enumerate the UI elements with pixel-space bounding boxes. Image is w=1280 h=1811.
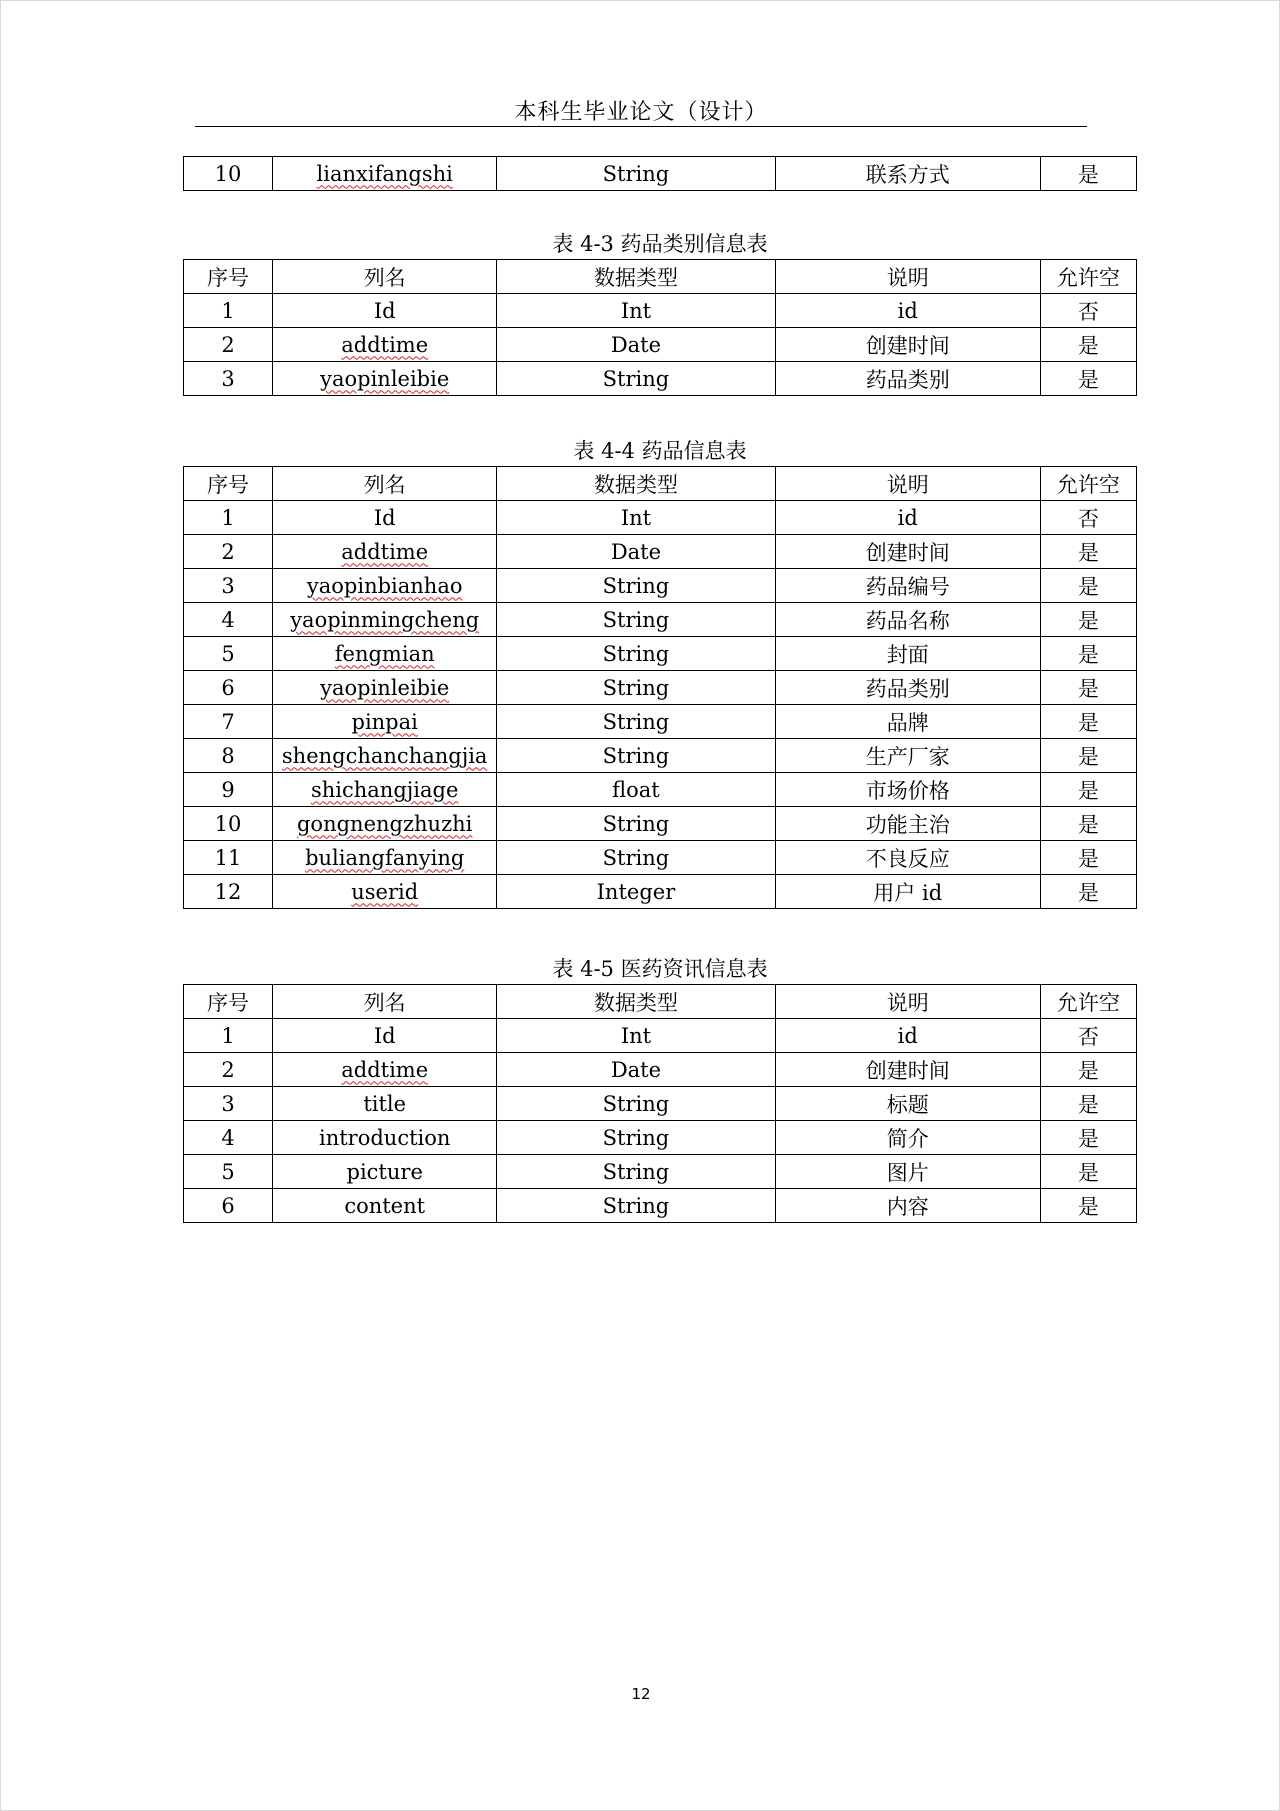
table-cell bbox=[273, 739, 497, 773]
table-cell bbox=[775, 294, 1040, 328]
table-cell bbox=[1040, 1155, 1136, 1189]
table-cell bbox=[1040, 671, 1136, 705]
cell-text: 内容 bbox=[886, 1194, 929, 1219]
table-cell bbox=[1040, 501, 1136, 535]
table-cell bbox=[184, 705, 273, 739]
table-row bbox=[184, 1053, 1137, 1087]
header-cell: 说明 bbox=[775, 260, 1040, 294]
table-cell bbox=[273, 1189, 497, 1223]
cell-text: 4 bbox=[221, 607, 235, 632]
table-cell bbox=[273, 1019, 497, 1053]
table-cell bbox=[497, 807, 775, 841]
table-row bbox=[184, 328, 1137, 362]
header-cell: 允许空 bbox=[1040, 260, 1136, 294]
table-cell bbox=[775, 739, 1040, 773]
table-4-4-caption: 表 4-4 药品信息表 bbox=[573, 439, 747, 463]
header-cell: 允许空 bbox=[1040, 467, 1136, 501]
table-row bbox=[184, 1155, 1137, 1189]
cell-text: 标题 bbox=[886, 1092, 929, 1117]
cell-text: 联系方式 bbox=[865, 162, 950, 187]
table-cell bbox=[1040, 1053, 1136, 1087]
cell-text: 否 bbox=[1077, 299, 1099, 324]
table-4-3-caption: 表 4-3 药品类别信息表 bbox=[552, 232, 768, 256]
cell-text: 创建时间 bbox=[865, 540, 950, 565]
cell-text: 10 bbox=[214, 161, 242, 186]
table-cell bbox=[1040, 637, 1136, 671]
column-name-text: Id bbox=[373, 1023, 396, 1048]
cell-text: 是 bbox=[1077, 676, 1099, 701]
cell-text: Date bbox=[610, 332, 662, 357]
header-cell: 列名 bbox=[273, 260, 497, 294]
table-cell bbox=[184, 603, 273, 637]
header-divider bbox=[195, 126, 1087, 127]
table-cell bbox=[1040, 362, 1136, 396]
column-name-text: title bbox=[363, 1091, 407, 1116]
table-4-5-caption: 表 4-5 医药资讯信息表 bbox=[552, 957, 768, 981]
table-row bbox=[184, 1121, 1137, 1155]
header-cell: 说明 bbox=[775, 467, 1040, 501]
table-cell bbox=[775, 1053, 1040, 1087]
cell-text: 生产厂家 bbox=[865, 744, 950, 769]
table-cell bbox=[497, 739, 775, 773]
header-cell: 序号 bbox=[184, 467, 273, 501]
table-cell bbox=[497, 362, 775, 396]
cell-text: String bbox=[602, 743, 670, 768]
cell-text: 2 bbox=[221, 332, 235, 357]
table-cell bbox=[273, 1087, 497, 1121]
cell-text: 是 bbox=[1077, 642, 1099, 667]
table-cell bbox=[273, 362, 497, 396]
column-name-text: yaopinleibie bbox=[320, 366, 450, 391]
cell-text: 1 bbox=[221, 298, 235, 323]
continued-table bbox=[183, 156, 1137, 191]
table-cell bbox=[497, 294, 775, 328]
column-name-text: content bbox=[344, 1193, 426, 1218]
cell-text: 是 bbox=[1077, 744, 1099, 769]
table-cell bbox=[775, 807, 1040, 841]
header-cell: 允许空 bbox=[1040, 985, 1136, 1019]
table-cell bbox=[184, 535, 273, 569]
cell-text: 品牌 bbox=[886, 710, 929, 735]
cell-text: 是 bbox=[1077, 608, 1099, 633]
table-cell bbox=[497, 671, 775, 705]
table-cell bbox=[497, 603, 775, 637]
table-cell bbox=[497, 328, 775, 362]
cell-text: 创建时间 bbox=[865, 1058, 950, 1083]
table-cell bbox=[184, 807, 273, 841]
column-name-text: addtime bbox=[341, 1057, 429, 1082]
table-cell bbox=[1040, 705, 1136, 739]
page-header-title: 本科生毕业论文（设计） bbox=[514, 100, 768, 125]
table-cell bbox=[1040, 294, 1136, 328]
table-cell bbox=[775, 157, 1040, 191]
cell-text: Integer bbox=[596, 879, 676, 904]
cell-text: 2 bbox=[221, 539, 235, 564]
cell-text: 5 bbox=[221, 641, 235, 666]
table-header-row bbox=[184, 467, 1137, 501]
table-row bbox=[184, 807, 1137, 841]
cell-text: 6 bbox=[221, 675, 235, 700]
table-cell bbox=[775, 1019, 1040, 1053]
cell-text: 3 bbox=[221, 573, 235, 598]
cell-text: Int bbox=[620, 1023, 652, 1048]
table-cell bbox=[184, 739, 273, 773]
table-cell bbox=[497, 705, 775, 739]
cell-text: 市场价格 bbox=[865, 778, 950, 803]
table-cell bbox=[184, 1087, 273, 1121]
table-row bbox=[184, 535, 1137, 569]
column-name-text: gongnengzhuzhi bbox=[296, 811, 473, 836]
table-cell bbox=[497, 637, 775, 671]
column-name-text: shengchanchangjia bbox=[281, 743, 488, 768]
table-cell bbox=[184, 1053, 273, 1087]
column-name-text: yaopinmingcheng bbox=[290, 607, 480, 632]
table-cell bbox=[184, 637, 273, 671]
table-row bbox=[184, 637, 1137, 671]
table-4-4 bbox=[183, 466, 1137, 909]
cell-text: 是 bbox=[1077, 333, 1099, 358]
table-cell bbox=[497, 841, 775, 875]
cell-text: float bbox=[612, 777, 660, 802]
table-cell bbox=[1040, 1121, 1136, 1155]
cell-text: Int bbox=[620, 298, 652, 323]
table-cell bbox=[1040, 535, 1136, 569]
cell-text: String bbox=[602, 161, 670, 186]
cell-text: 8 bbox=[221, 743, 235, 768]
cell-text: 是 bbox=[1077, 1126, 1099, 1151]
table-header-row bbox=[184, 985, 1137, 1019]
cell-text: String bbox=[602, 1159, 670, 1184]
header-cell: 数据类型 bbox=[497, 467, 775, 501]
table-cell bbox=[1040, 603, 1136, 637]
table-cell bbox=[1040, 328, 1136, 362]
cell-text: 简介 bbox=[886, 1126, 929, 1151]
table-cell bbox=[1040, 807, 1136, 841]
cell-text: 是 bbox=[1077, 1194, 1099, 1219]
column-name-text: addtime bbox=[341, 332, 429, 357]
cell-text: Int bbox=[620, 505, 652, 530]
table-row bbox=[184, 1087, 1137, 1121]
table-cell bbox=[497, 1155, 775, 1189]
cell-text: 11 bbox=[214, 845, 242, 870]
table-cell bbox=[1040, 773, 1136, 807]
table-cell bbox=[184, 1189, 273, 1223]
table-4-5 bbox=[183, 984, 1137, 1223]
table-cell bbox=[775, 569, 1040, 603]
column-name-text: lianxifangshi bbox=[316, 161, 453, 186]
cell-text: String bbox=[602, 675, 670, 700]
table-cell bbox=[775, 362, 1040, 396]
table-cell bbox=[775, 637, 1040, 671]
cell-text: String bbox=[602, 573, 670, 598]
cell-text: 2 bbox=[221, 1057, 235, 1082]
continued-table-body bbox=[184, 157, 1137, 191]
table-cell bbox=[775, 875, 1040, 909]
cell-text: 3 bbox=[221, 366, 235, 391]
column-name-text: Id bbox=[373, 505, 396, 530]
table-row bbox=[184, 1019, 1137, 1053]
column-name-text: Id bbox=[373, 298, 396, 323]
table-cell bbox=[497, 1087, 775, 1121]
table-cell bbox=[775, 1189, 1040, 1223]
table-row bbox=[184, 603, 1137, 637]
table-cell bbox=[273, 1121, 497, 1155]
table-cell bbox=[184, 569, 273, 603]
table-cell bbox=[1040, 1087, 1136, 1121]
table-cell bbox=[184, 157, 273, 191]
column-name-text: userid bbox=[351, 879, 419, 904]
header-cell: 列名 bbox=[273, 985, 497, 1019]
table-cell bbox=[273, 501, 497, 535]
table-cell bbox=[184, 875, 273, 909]
table-cell bbox=[1040, 739, 1136, 773]
cell-text: String bbox=[602, 709, 670, 734]
table-cell bbox=[1040, 875, 1136, 909]
cell-text: String bbox=[602, 607, 670, 632]
table-cell bbox=[273, 807, 497, 841]
table-row bbox=[184, 773, 1137, 807]
table-cell bbox=[273, 773, 497, 807]
cell-text: 药品名称 bbox=[865, 608, 950, 633]
table-cell bbox=[273, 603, 497, 637]
header-cell: 列名 bbox=[273, 467, 497, 501]
table-cell bbox=[184, 773, 273, 807]
table-cell bbox=[184, 671, 273, 705]
table-cell bbox=[184, 841, 273, 875]
table-4-3-body bbox=[184, 260, 1137, 396]
page-number: 12 bbox=[631, 1685, 651, 1703]
cell-text: 7 bbox=[221, 709, 235, 734]
cell-text: 是 bbox=[1077, 1160, 1099, 1185]
table-cell bbox=[273, 637, 497, 671]
cell-text: 5 bbox=[221, 1159, 235, 1184]
table-row bbox=[184, 157, 1137, 191]
cell-text: 是 bbox=[1077, 710, 1099, 735]
cell-text: 4 bbox=[221, 1125, 235, 1150]
table-4-3 bbox=[183, 259, 1137, 396]
table-cell bbox=[497, 875, 775, 909]
header-cell: 说明 bbox=[775, 985, 1040, 1019]
table-cell bbox=[497, 535, 775, 569]
table-cell bbox=[497, 1121, 775, 1155]
column-name-text: picture bbox=[346, 1159, 423, 1184]
cell-text: 1 bbox=[221, 1023, 235, 1048]
cell-text: 否 bbox=[1077, 1024, 1099, 1049]
table-cell bbox=[775, 501, 1040, 535]
table-cell bbox=[497, 501, 775, 535]
cell-text: 药品类别 bbox=[865, 367, 950, 392]
column-name-text: yaopinleibie bbox=[320, 675, 450, 700]
cell-text: String bbox=[602, 811, 670, 836]
table-row bbox=[184, 739, 1137, 773]
table-cell bbox=[273, 671, 497, 705]
table-cell bbox=[775, 1155, 1040, 1189]
cell-text: 是 bbox=[1077, 540, 1099, 565]
table-cell bbox=[273, 1053, 497, 1087]
table-row bbox=[184, 875, 1137, 909]
table-cell bbox=[184, 362, 273, 396]
table-row bbox=[184, 501, 1137, 535]
table-cell bbox=[497, 157, 775, 191]
cell-text: Date bbox=[610, 539, 662, 564]
table-cell bbox=[497, 569, 775, 603]
header-cell: 数据类型 bbox=[497, 985, 775, 1019]
column-name-text: fengmian bbox=[334, 641, 435, 666]
cell-text: 是 bbox=[1077, 1092, 1099, 1117]
cell-text: 10 bbox=[214, 811, 242, 836]
cell-text: 12 bbox=[214, 879, 242, 904]
table-cell bbox=[775, 603, 1040, 637]
cell-text: 6 bbox=[221, 1193, 235, 1218]
cell-text: 是 bbox=[1077, 574, 1099, 599]
cell-text: id bbox=[897, 1023, 918, 1048]
cell-text: 药品类别 bbox=[865, 676, 950, 701]
cell-text: 用户 id bbox=[873, 880, 943, 905]
header-cell: 序号 bbox=[184, 260, 273, 294]
table-cell bbox=[184, 294, 273, 328]
table-4-4-body bbox=[184, 467, 1137, 909]
cell-text: 封面 bbox=[886, 642, 929, 667]
table-cell bbox=[273, 841, 497, 875]
header-cell: 数据类型 bbox=[497, 260, 775, 294]
cell-text: 是 bbox=[1077, 367, 1099, 392]
cell-text: 不良反应 bbox=[865, 846, 950, 871]
cell-text: String bbox=[602, 1193, 670, 1218]
cell-text: String bbox=[602, 366, 670, 391]
cell-text: String bbox=[602, 845, 670, 870]
column-name-text: buliangfanying bbox=[305, 845, 465, 870]
cell-text: Date bbox=[610, 1057, 662, 1082]
table-cell bbox=[1040, 1189, 1136, 1223]
cell-text: 9 bbox=[221, 777, 235, 802]
table-4-5-body bbox=[184, 985, 1137, 1223]
table-row bbox=[184, 1189, 1137, 1223]
table-cell bbox=[184, 328, 273, 362]
cell-text: 创建时间 bbox=[865, 333, 950, 358]
table-cell bbox=[775, 705, 1040, 739]
cell-text: 是 bbox=[1077, 1058, 1099, 1083]
table-cell bbox=[775, 841, 1040, 875]
table-cell bbox=[273, 569, 497, 603]
table-cell bbox=[497, 1019, 775, 1053]
table-cell bbox=[775, 671, 1040, 705]
table-row bbox=[184, 705, 1137, 739]
column-name-text: addtime bbox=[341, 539, 429, 564]
cell-text: 否 bbox=[1077, 506, 1099, 531]
table-cell bbox=[1040, 841, 1136, 875]
table-cell bbox=[184, 1155, 273, 1189]
column-name-text: yaopinbianhao bbox=[306, 573, 463, 598]
cell-text: String bbox=[602, 641, 670, 666]
table-cell bbox=[775, 535, 1040, 569]
cell-text: String bbox=[602, 1125, 670, 1150]
column-name-text: shichangjiage bbox=[310, 777, 459, 802]
cell-text: String bbox=[602, 1091, 670, 1116]
table-cell bbox=[273, 705, 497, 739]
cell-text: 是 bbox=[1077, 778, 1099, 803]
header-cell: 序号 bbox=[184, 985, 273, 1019]
cell-text: id bbox=[897, 298, 918, 323]
table-cell bbox=[497, 1053, 775, 1087]
table-row bbox=[184, 294, 1137, 328]
table-row bbox=[184, 671, 1137, 705]
table-cell bbox=[273, 328, 497, 362]
table-cell bbox=[273, 157, 497, 191]
cell-text: id bbox=[897, 505, 918, 530]
table-cell bbox=[775, 1087, 1040, 1121]
table-row bbox=[184, 841, 1137, 875]
table-cell bbox=[775, 328, 1040, 362]
column-name-text: pinpai bbox=[351, 709, 418, 734]
table-cell bbox=[497, 1189, 775, 1223]
table-cell bbox=[1040, 569, 1136, 603]
cell-text: 功能主治 bbox=[865, 812, 950, 837]
cell-text: 是 bbox=[1077, 846, 1099, 871]
table-row bbox=[184, 569, 1137, 603]
table-row bbox=[184, 362, 1137, 396]
cell-text: 图片 bbox=[886, 1160, 929, 1185]
column-name-text: introduction bbox=[318, 1125, 451, 1150]
table-cell bbox=[273, 875, 497, 909]
cell-text: 1 bbox=[221, 505, 235, 530]
table-cell bbox=[1040, 1019, 1136, 1053]
cell-text: 是 bbox=[1077, 880, 1099, 905]
table-cell bbox=[775, 773, 1040, 807]
table-cell bbox=[273, 294, 497, 328]
table-header-row bbox=[184, 260, 1137, 294]
cell-text: 药品编号 bbox=[865, 574, 950, 599]
table-cell bbox=[184, 1019, 273, 1053]
cell-text: 是 bbox=[1077, 162, 1099, 187]
cell-text: 3 bbox=[221, 1091, 235, 1116]
table-cell bbox=[184, 1121, 273, 1155]
cell-text: 是 bbox=[1077, 812, 1099, 837]
table-cell bbox=[273, 1155, 497, 1189]
table-cell bbox=[184, 501, 273, 535]
table-cell bbox=[1040, 157, 1136, 191]
table-cell bbox=[775, 1121, 1040, 1155]
table-cell bbox=[497, 773, 775, 807]
table-cell bbox=[273, 535, 497, 569]
